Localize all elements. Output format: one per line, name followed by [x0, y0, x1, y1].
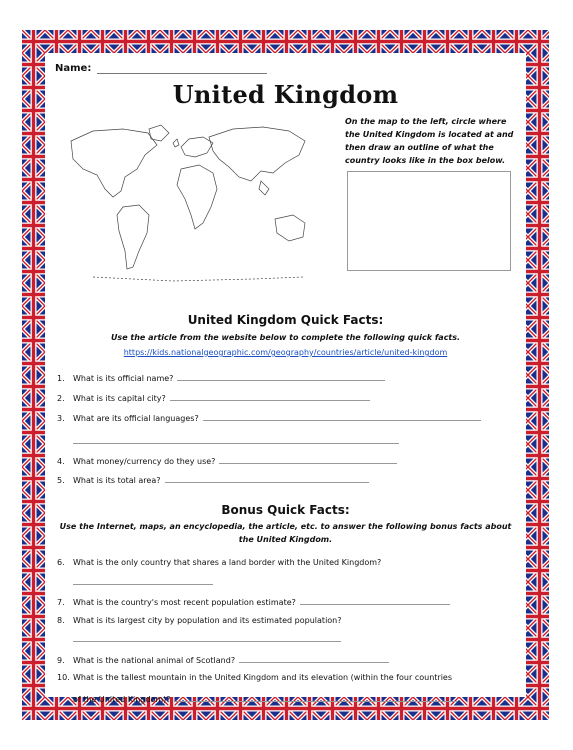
page-title: United Kingdom — [172, 80, 399, 109]
question-6: 6. What is the only country that shares a land border with the United Kingdom? — [57, 558, 382, 567]
question-1: 1. What is its official name? — [57, 372, 385, 383]
question-10: 10. What is the tallest mountain in the United Kingdom and its elevation (within the four countries — [57, 673, 453, 682]
answer-line[interactable] — [177, 372, 385, 381]
world-map-image — [53, 111, 323, 289]
answer-line[interactable] — [219, 455, 397, 464]
quick-facts-heading: United Kingdom Quick Facts: — [187, 313, 384, 327]
name-field[interactable] — [55, 63, 267, 74]
quick-facts-instructions: Use the article from the website below to complete the following quick facts. — [110, 333, 461, 342]
answer-line[interactable] — [203, 412, 481, 421]
question-10-continued: of the United Kingdom)? — [73, 693, 457, 704]
question-4: 4. What money/currency do they use? — [57, 455, 397, 466]
question-2: 2. What is its capital city? — [57, 392, 370, 403]
question-9: 9. What is the national animal of Scotland? — [57, 654, 389, 665]
question-8: 8. What is its largest city by population and its estimated population? — [57, 616, 342, 625]
answer-line[interactable] — [170, 392, 370, 401]
bonus-facts-heading: Bonus Quick Facts: — [221, 503, 350, 517]
answer-line[interactable] — [73, 584, 213, 585]
name-line[interactable] — [97, 63, 267, 74]
country-outline-box[interactable] — [347, 171, 511, 271]
answer-line[interactable] — [175, 693, 457, 702]
question-3: 3. What are its official languages? — [57, 412, 481, 423]
answer-line[interactable] — [300, 596, 450, 605]
worksheet-page — [22, 30, 549, 720]
map-instructions: On the map to the left, circle where the United Kingdom is located at and then draw an outline of what the country looks like in the box below. — [345, 117, 514, 165]
answer-line[interactable] — [239, 654, 389, 663]
question-7: 7. What is the country's most recent population estimate? — [57, 596, 450, 607]
answer-line[interactable] — [165, 474, 369, 483]
answer-line[interactable] — [73, 443, 399, 444]
source-link[interactable]: https://kids.nationalgeographic.com/geography/countries/article/united-kingdom — [123, 348, 448, 357]
name-label: Name: — [55, 63, 92, 74]
worksheet-content — [45, 53, 526, 704]
answer-line[interactable] — [73, 641, 341, 642]
question-5: 5. What is its total area? — [57, 474, 369, 485]
bonus-facts-instructions: Use the Internet, maps, an encyclopedia, the article, etc. to answer the following bonus facts about the United Kingdom. — [59, 522, 512, 544]
